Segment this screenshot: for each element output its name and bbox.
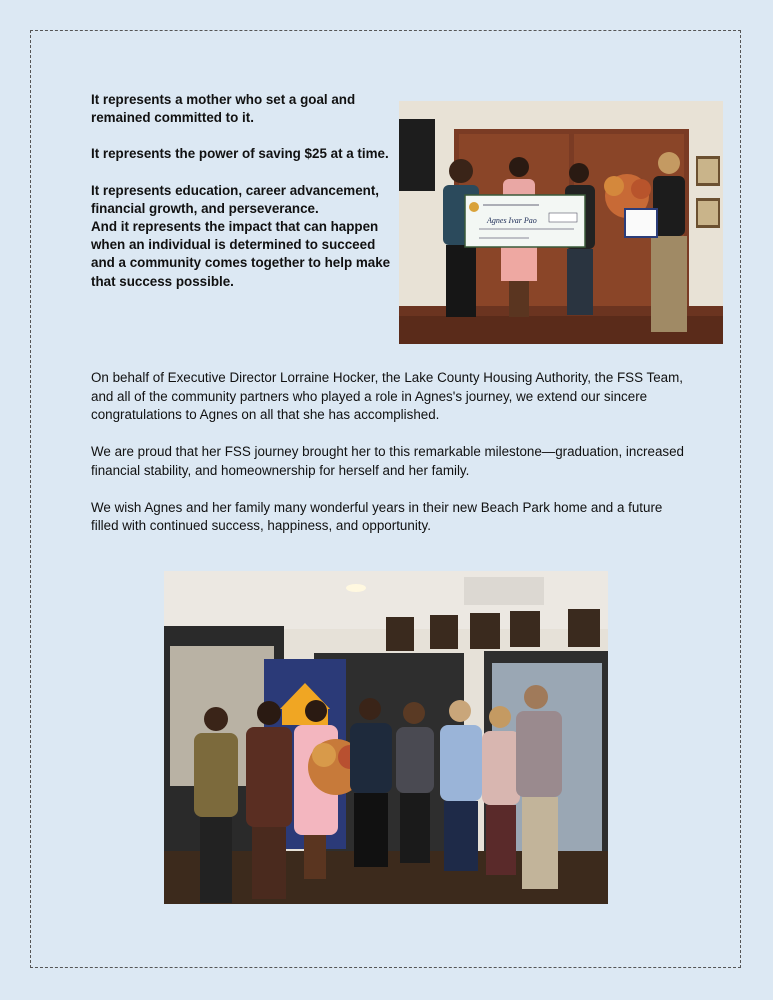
group-photo [164,571,608,904]
highlight-3: It represents education, career advancement, financial growth, and perseverance. [91,182,380,216]
congratulations-text [91,369,691,554]
paragraph-1: On behalf of Executive Director Lorraine Hocker, the Lake County Housing Authority, the FSS Team, and all of the community partners who played a role in Agnes's journey, we extend our sincere congratulations to Agnes on all that she has accomplished. [91,370,683,422]
paragraph-3: We wish Agnes and her family many wonderful years in their new Beach Park home and a future filled with continued success, happiness, and opportunity. [91,499,663,533]
highlight-4: And it represents the impact that can happen when an individual is determined to succeed and a community comes together to help make that success possible. [91,219,391,289]
highlight-2: It represents the power of saving $25 at a time. [91,146,389,162]
paragraph-2: We are proud that her FSS journey brought her to this remarkable milestone—graduation, increased financial stability, and homeownership for herself and her family. [91,444,684,478]
check-payee-text: Agnes Ivar Pao [487,216,537,225]
highlight-statements [91,91,391,291]
check-presentation-photo [399,101,723,344]
highlight-1: It represents a mother who set a goal and remained committed to it. [91,92,356,126]
